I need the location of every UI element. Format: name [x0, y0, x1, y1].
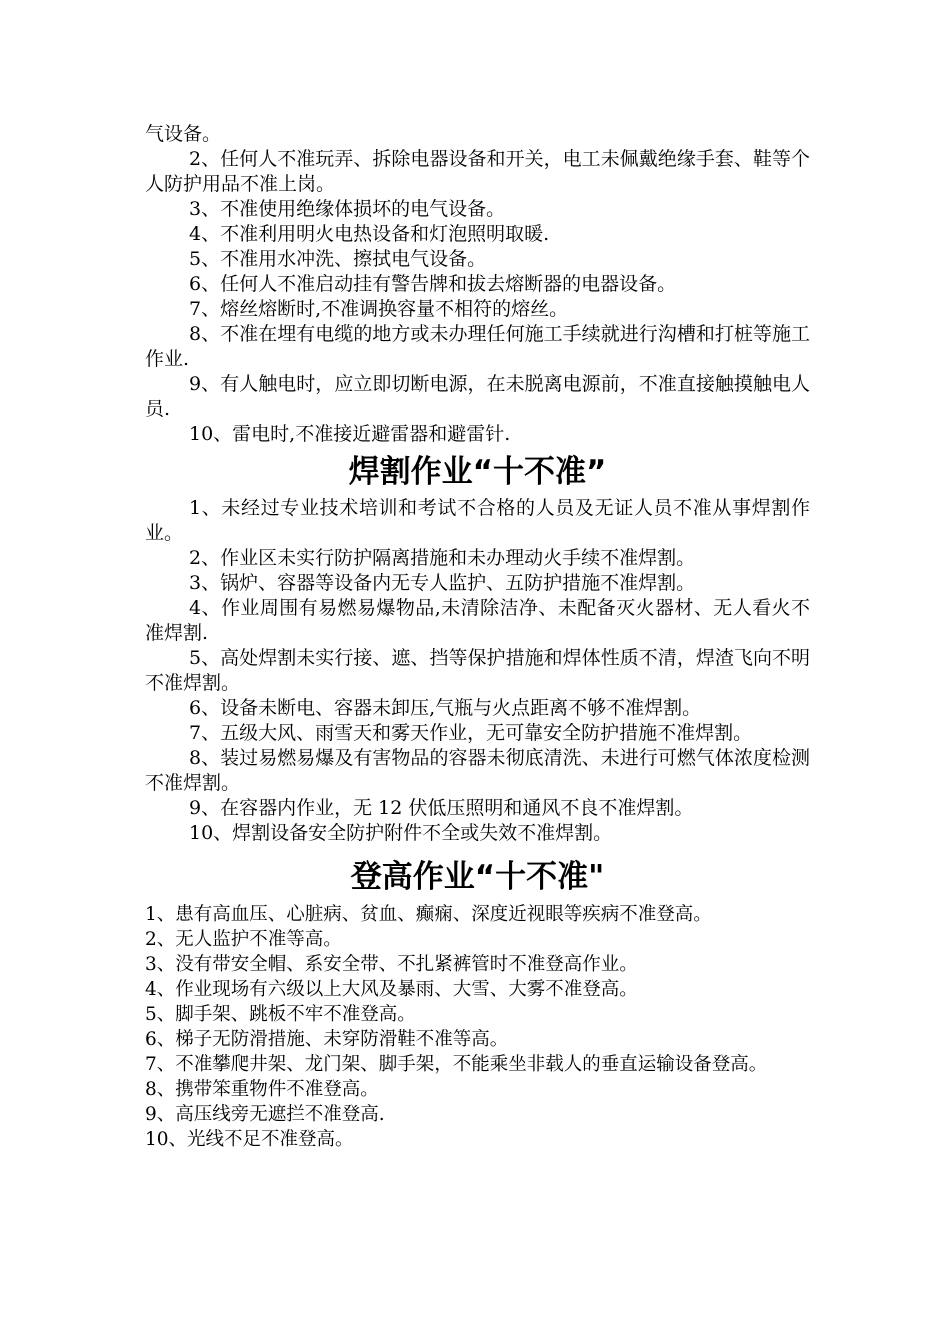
list-item: 7、五级大风、雨雪天和雾天作业，无可靠安全防护措施不准焊割。 [189, 722, 753, 744]
list-item: 10、雷电时,不准接近避雷器和避雷针. [189, 423, 511, 445]
height-work-rules-list [145, 902, 810, 1152]
list-item: 气设备。 [145, 123, 222, 145]
list-item: 3、锅炉、容器等设备内无专人监护、五防护措施不准焊割。 [189, 572, 696, 594]
welding-section-title: 焊割作业“十不准” [348, 454, 607, 490]
list-item: 3、不准使用绝缘体损坏的电气设备。 [189, 198, 506, 220]
list-item: 8、装过易燃易爆及有害物品的容器未彻底清洗、未进行可燃气体浓度检测不准焊割。 [145, 747, 810, 794]
list-item: 5、脚手架、跳板不牢不准登高。 [145, 1004, 416, 1025]
list-item: 4、不准利用明火电热设备和灯泡照明取暖. [189, 223, 550, 245]
list-item: 5、不准用水冲洗、擦拭电气设备。 [189, 248, 487, 270]
list-item: 2、作业区未实行防护隔离措施和未办理动火手续不准焊割。 [189, 547, 696, 569]
list-item: 3、没有带安全帽、系安全带、不扎紧裤管时不准登高作业。 [145, 954, 638, 975]
list-item: 7、不准攀爬井架、龙门架、脚手架，不能乘坐非载人的垂直运输设备登高。 [145, 1054, 768, 1075]
height-work-section-title: 登高作业“十不准" [350, 859, 605, 895]
list-item: 1、未经过专业技术培训和考试不合格的人员及无证人员不准从事焊割作业。 [145, 497, 810, 544]
list-item: 2、无人监护不准等高。 [145, 929, 342, 950]
list-item: 7、熔丝熔断时,不准调换容量不相符的熔丝。 [189, 298, 569, 320]
list-item: 2、任何人不准玩弄、拆除电器设备和开关，电工未佩戴绝缘手套、鞋等个人防护用品不准上岗。 [145, 148, 810, 195]
list-item: 5、高处焊割未实行接、遮、挡等保护措施和焊体性质不清，焊渣飞向不明不准焊割。 [145, 647, 810, 694]
list-item: 8、携带笨重物件不准登高。 [145, 1079, 379, 1100]
list-item: 9、有人触电时，应立即切断电源，在未脱离电源前，不准直接触摸触电人员. [145, 373, 810, 420]
electric-rules-list [145, 122, 810, 447]
list-item: 10、焊割设备安全防护附件不全或失效不准焊割。 [189, 822, 613, 844]
list-item: 6、设备未断电、容器未卸压,气瓶与火点距离不够不准焊割。 [189, 697, 702, 719]
list-item: 4、作业周围有易燃易爆物品,未清除洁净、未配备灭火器材、无人看火不准焊割. [145, 597, 810, 644]
list-item: 10、光线不足不准登高。 [145, 1129, 354, 1150]
list-item: 8、不准在埋有电缆的地方或未办理任何施工手续就进行沟槽和打桩等施工作业. [145, 323, 810, 370]
welding-rules-list [145, 496, 810, 846]
list-item: 6、梯子无防滑措施、未穿防滑鞋不准等高。 [145, 1029, 509, 1050]
list-item: 9、高压线旁无遮拦不准登高. [145, 1104, 385, 1125]
list-item: 1、患有高血压、心脏病、贫血、癫痫、深度近视眼等疾病不准登高。 [145, 904, 712, 925]
list-item: 6、任何人不准启动挂有警告牌和拔去熔断器的电器设备。 [189, 273, 677, 295]
document-page [145, 122, 810, 1152]
list-item: 9、在容器内作业，无 12 伏低压照明和通风不良不准焊割。 [189, 797, 694, 819]
list-item: 4、作业现场有六级以上大风及暴雨、大雪、大雾不准登高。 [145, 979, 638, 1000]
